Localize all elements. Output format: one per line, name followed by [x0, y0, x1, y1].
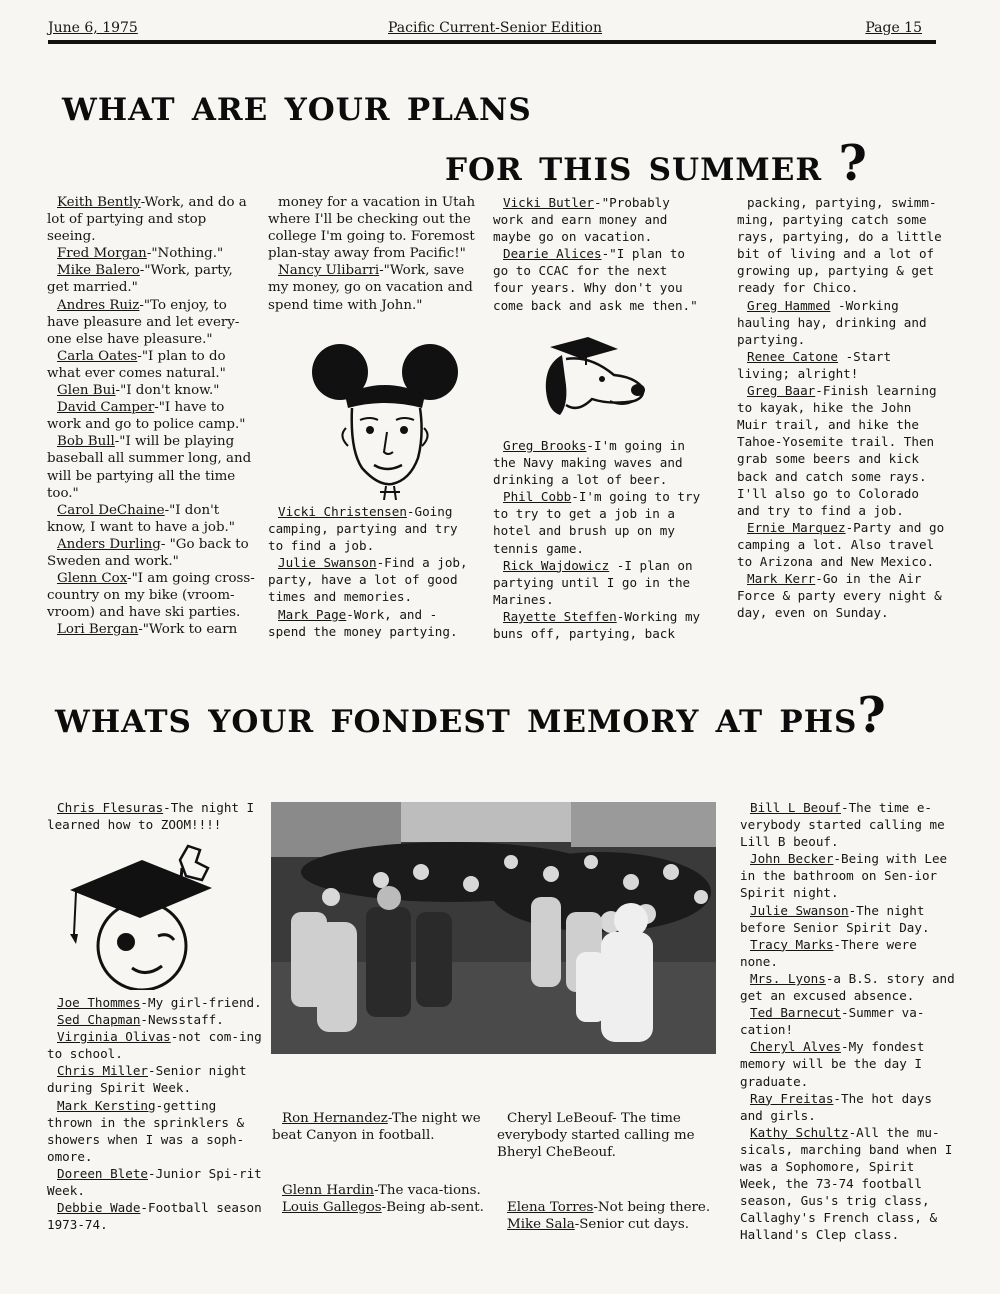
quote-entry: [47, 399, 257, 433]
issue-date: June 6, 1975: [48, 20, 138, 36]
quote-text: -not com-ing to school.: [47, 1029, 262, 1062]
quote-text: -The hot days and girls.: [740, 1090, 932, 1123]
quote-entry: [737, 519, 947, 570]
quote-text: -Not being there.: [593, 1200, 711, 1216]
student-name: Ted Barnecut: [750, 1005, 841, 1021]
student-name: Mrs. Lyons: [750, 970, 826, 986]
quote-text: -Going camping, partying and try to find a job.: [268, 504, 458, 554]
quote-text: -Party and go camping a lot. Also travel to Arizona and New Mexico.: [737, 519, 945, 569]
plans-column-3-bottom: [493, 437, 703, 642]
quote-text: -The night I learned how to ZOOM!!!!: [47, 800, 255, 833]
quote-text: -"Work to earn: [138, 622, 238, 638]
quote-text: -I plan on partying until I go in the Marines.: [493, 557, 693, 607]
headline-plans-line1: what are your plans: [62, 80, 532, 131]
student-name: Carla Oates: [57, 348, 138, 364]
quote-entry: [47, 621, 257, 638]
graduate-cartoon-face: [62, 840, 222, 990]
quote-text: -All the mu-sicals, marching band when I was a Sophomore, Spirit Week, the 73-74 football season, Gus's trig class, Callaghy's French class, & Halland's Clep class.: [740, 1124, 953, 1243]
quote-entry: [47, 1028, 262, 1062]
question-mark: ?: [838, 136, 868, 192]
quote-text: -Work, and - spend the money partying.: [268, 606, 458, 639]
student-name: Rick Wajdowicz: [503, 557, 610, 573]
quote-text: -"Nothing.": [146, 246, 224, 262]
quote-entry: [740, 1124, 955, 1244]
quote-text: -a B.S. story and get an excused absence.: [740, 970, 955, 1004]
quote-entry: [497, 1216, 712, 1233]
student-name: Julie Swanson: [278, 555, 377, 571]
quote-entry: [493, 437, 703, 488]
quote-entry: [47, 994, 262, 1011]
student-name: Dearie Alices: [503, 246, 602, 262]
quote-entry: [740, 902, 955, 936]
quote-text: -"I have to work and go to police camp.": [47, 400, 246, 433]
question-mark: ?: [857, 688, 887, 744]
student-name: Debbie Wade: [57, 1200, 141, 1216]
page-number: Page 15: [865, 20, 922, 36]
quote-entry: [737, 348, 947, 382]
quote-entry: [47, 262, 257, 296]
student-name: David Camper: [57, 400, 155, 416]
student-name: Mark Kerr: [747, 571, 816, 587]
quote-text: -Finish learning to kayak, hike the John Muir trail, and hike the Tahoe-Yosemite trail. Then grab some beers and kick back and catch some rays. I'll also go to Colorado and try to find a job.: [737, 383, 937, 518]
quote-text: -"I don't know.": [115, 383, 220, 399]
quote-entry: [47, 502, 257, 536]
memory-column-1-top: [47, 799, 262, 833]
quote-text: -The night before Senior Spirit Day.: [740, 902, 930, 935]
quote-text: -"To enjoy, to have pleasure and let every-one else have pleasure.": [47, 297, 240, 347]
spacer: [497, 1161, 712, 1199]
plans-column-4: [737, 194, 947, 621]
spacer: [272, 1144, 487, 1182]
quote-text: -Newsstaff.: [140, 1012, 224, 1028]
quote-entry: [47, 1199, 262, 1233]
quote-entry: [740, 850, 955, 901]
quote-entry: [47, 245, 257, 262]
quote-text: -"I don't know, I want to have a job.": [47, 502, 235, 535]
quote-text: -"I am going cross-country on my bike (vroom-vroom) and have ski parties.: [47, 571, 255, 621]
student-name: Glenn Hardin: [282, 1183, 374, 1199]
quote-entry: [47, 382, 257, 399]
student-name: Nancy Ulibarri: [278, 263, 380, 279]
quote-entry: [737, 297, 947, 348]
student-name: Fred Morgan: [57, 246, 147, 262]
quote-entry: [737, 382, 947, 519]
quote-text: -Football season 1973-74.: [47, 1200, 262, 1233]
quote-text: -Senior cut days.: [574, 1217, 689, 1233]
memory-column-4: [740, 799, 955, 1243]
quote-entry: [272, 1182, 487, 1199]
quote-text: -Senior night during Spirit Week.: [47, 1063, 247, 1096]
quote-entry: [737, 194, 947, 297]
quote-text: -Being with Lee in the bathroom on Sen-ior Spirit night.: [740, 851, 948, 901]
quote-text: -I'm going to try to try to get a job in a hotel and brush up on my tennis game.: [493, 489, 701, 556]
quote-text: -My fondest memory will be the day I graduate.: [740, 1039, 925, 1089]
student-name: Virginia Olivas: [57, 1029, 171, 1045]
student-name: Vicki Christensen: [278, 504, 407, 519]
student-name: Mark Kersting: [57, 1097, 156, 1113]
student-name: Mike Balero: [57, 263, 140, 279]
plans-column-3-top: [493, 194, 703, 314]
student-name: Mike Sala: [507, 1217, 575, 1233]
quote-entry: [493, 194, 703, 245]
quote-text: -"I plan to do what ever comes natural.": [47, 348, 226, 381]
quote-entry: [493, 245, 703, 313]
quote-entry: [493, 488, 703, 556]
student-name: Louis Gallegos: [282, 1200, 382, 1216]
quote-entry: [737, 570, 947, 621]
quote-entry: [268, 262, 478, 313]
quote-entry: [47, 433, 257, 501]
header-rule: [48, 40, 936, 44]
quote-entry: [497, 1110, 712, 1161]
quote-text: Cheryl LeBeouf- The time everybody started calling me Bheryl CheBeouf.: [497, 1111, 695, 1161]
student-name: Chris Miller: [57, 1063, 148, 1079]
quote-text: -The night we beat Canyon in football.: [272, 1111, 481, 1144]
student-name: Greg Hammed: [747, 297, 831, 313]
mouse-ears-caricature: [300, 340, 470, 500]
quote-text: -Being ab-sent.: [381, 1200, 484, 1216]
quote-entry: [272, 1110, 487, 1144]
student-name: Andres Ruiz: [57, 297, 140, 313]
quote-entry: [47, 1011, 262, 1028]
student-name: Glenn Cox: [57, 571, 128, 587]
quote-entry: [272, 1199, 487, 1216]
quote-entry: [497, 1199, 712, 1216]
student-name: Greg Baar: [747, 383, 816, 399]
student-name: Joe Thommes: [57, 995, 141, 1010]
headline-plans-line2-text: for this summer: [445, 140, 823, 191]
headline-memory: [55, 688, 887, 744]
student-name: Chris Flesuras: [57, 800, 164, 815]
quote-text: money for a vacation in Utah where I'll be checking out the college I'm going to. Foremost plan-stay away from Pacific!": [268, 195, 476, 262]
plans-column-2-bottom: [268, 503, 478, 640]
quote-entry: [268, 554, 478, 605]
plans-column-1: [47, 194, 257, 638]
student-name: Glen Bui: [57, 383, 116, 399]
student-name: Tracy Marks: [750, 936, 834, 952]
quote-entry: [493, 608, 703, 642]
quote-text: -Summer va-cation!: [740, 1005, 925, 1038]
student-name: Greg Brooks: [503, 438, 587, 453]
quote-entry: [47, 799, 262, 833]
quote-entry: [268, 503, 478, 554]
student-name: Cheryl Alves: [750, 1039, 841, 1055]
quote-entry: [740, 1004, 955, 1038]
student-name: Elena Torres: [507, 1200, 594, 1216]
student-name: John Becker: [750, 851, 834, 867]
student-name: Bob Bull: [57, 434, 115, 450]
memory-column-1-bottom: [47, 994, 262, 1233]
graduate-dog-cartoon: [530, 335, 650, 425]
student-name: Renee Catone: [747, 348, 838, 364]
quote-text: packing, partying, swimm-ming, partying catch some rays, partying, do a little bit of living and a lot of growing up, partying & get ready for Chico.: [737, 195, 942, 296]
quote-text: -"I will be playing baseball all summer long, and will be partying all the time too.": [47, 434, 252, 501]
quote-text: -Work, and do a lot of partying and stop seeing.: [47, 195, 247, 245]
student-name: Rayette Steffen: [503, 608, 617, 624]
quote-text: -"Work, party, get married.": [47, 263, 233, 296]
quote-text: -Working my buns off, partying, back: [493, 608, 701, 642]
quote-text: -There were none.: [740, 936, 917, 969]
student-name: Sed Chapman: [57, 1012, 141, 1028]
student-name: Julie Swanson: [750, 902, 849, 918]
headline-plans-line2: [445, 136, 868, 192]
quote-entry: [740, 1090, 955, 1124]
quote-text: -Go in the Air Force & party every night & day, even on Sunday.: [737, 571, 942, 621]
quote-entry: [47, 536, 257, 570]
quote-text: -Start living; alright!: [737, 348, 892, 381]
quote-text: -Working hauling hay, drinking and partying.: [737, 297, 927, 347]
quote-entry: [493, 557, 703, 608]
crowd-photo: [271, 802, 716, 1054]
quote-text: -The time e-verybody started calling me Lill B beouf.: [740, 800, 945, 850]
plans-column-2-top: [268, 194, 478, 314]
student-name: Lori Bergan: [57, 622, 139, 638]
quote-text: -getting thrown in the sprinklers & showers when I was a soph-omore.: [47, 1097, 245, 1164]
student-name: Carol DeChaine: [57, 502, 165, 518]
quote-entry: [47, 194, 257, 245]
quote-entry: [740, 970, 955, 1004]
publication-title: Pacific Current-Senior Edition: [388, 20, 603, 36]
student-name: Phil Cobb: [503, 489, 572, 505]
quote-text: -"I plan to go to CCAC for the next four years. Why don't you come back and ask me then.": [493, 246, 698, 313]
quote-entry: [740, 936, 955, 970]
quote-entry: [47, 1165, 262, 1199]
quote-text: -The vaca-tions.: [373, 1183, 481, 1199]
quote-text: -I'm going in the Navy making waves and drinking a lot of beer.: [493, 438, 685, 488]
student-name: Doreen Blete: [57, 1165, 148, 1181]
student-name: Anders Durling: [57, 536, 161, 552]
quote-text: -"Work, save my money, go on vacation and spend time with John.": [268, 263, 473, 313]
quote-entry: [47, 348, 257, 382]
quote-entry: [740, 799, 955, 850]
quote-text: -My girl-friend.: [140, 995, 262, 1010]
quote-entry: [740, 1038, 955, 1089]
quote-entry: [47, 1097, 262, 1165]
student-name: Vicki Butler: [503, 195, 594, 210]
memory-column-3: [497, 1110, 712, 1233]
student-name: Kathy Schultz: [750, 1124, 849, 1140]
student-name: Ernie Marquez: [747, 519, 846, 535]
quote-entry: [47, 297, 257, 348]
quote-entry: [47, 1062, 262, 1096]
quote-text: -Find a job, party, have a lot of good times and memories.: [268, 555, 468, 605]
student-name: Keith Bently: [57, 195, 141, 210]
quote-entry: [268, 606, 478, 640]
quote-entry: [268, 194, 478, 262]
quote-entry: [47, 570, 257, 621]
memory-column-2: [272, 1110, 487, 1216]
quote-text: -Junior Spi-rit Week.: [47, 1165, 262, 1199]
quote-text: -"Probably work and earn money and maybe go on vacation.: [493, 195, 670, 245]
quote-text: - "Go back to Sweden and work.": [47, 536, 249, 569]
student-name: Mark Page: [278, 606, 347, 622]
student-name: Ray Freitas: [750, 1090, 834, 1106]
student-name: Ron Hernandez: [282, 1111, 388, 1126]
student-name: Bill L Beouf: [750, 800, 841, 815]
headline-memory-text: whats your fondest memory at phs: [55, 692, 858, 743]
